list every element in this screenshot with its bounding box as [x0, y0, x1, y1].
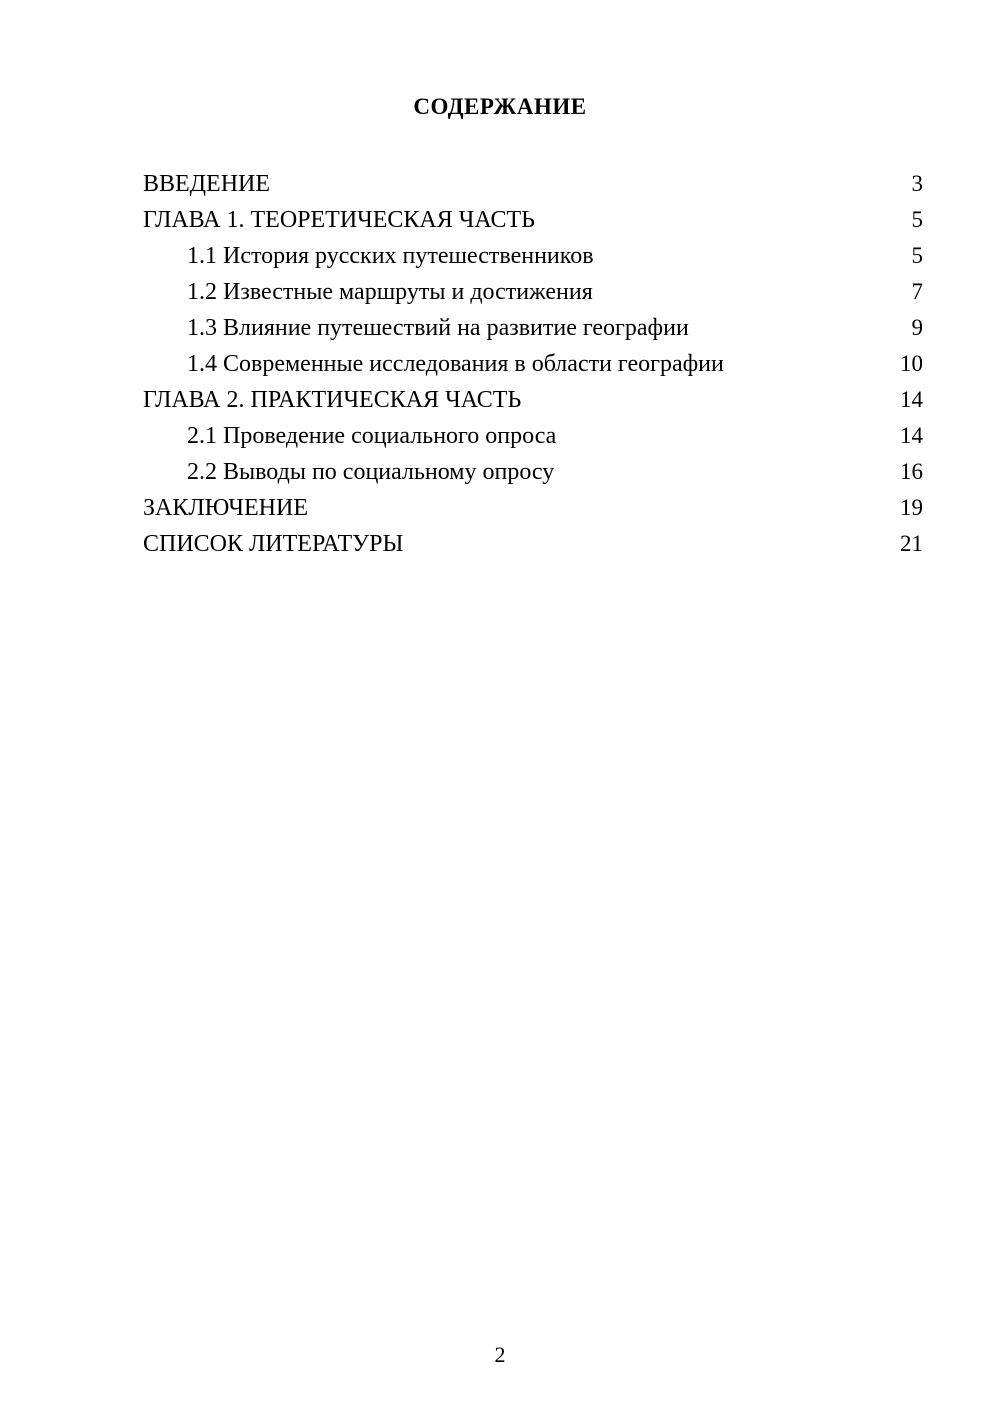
toc-entry-label: 1.2 Известные маршруты и достижения	[187, 279, 593, 305]
toc-entry[interactable]	[143, 238, 923, 274]
toc-entry[interactable]	[143, 418, 923, 454]
page-title: СОДЕРЖАНИЕ	[413, 94, 587, 119]
toc-entry[interactable]	[143, 526, 923, 562]
toc-entry-page: 5	[911, 207, 923, 232]
toc-entry-page: 9	[911, 315, 923, 340]
toc-entry-label: 2.1 Проведение социального опроса	[187, 423, 557, 449]
toc-entry-label: 2.2 Выводы по социальному опросу	[187, 459, 555, 485]
toc-entry-page: 10	[900, 351, 923, 376]
toc-entry[interactable]	[143, 346, 923, 382]
toc-entry-page: 14	[900, 423, 923, 448]
toc-entry-page: 16	[900, 459, 923, 484]
toc-entry[interactable]	[143, 382, 923, 418]
toc-entry-page: 7	[911, 279, 923, 304]
toc-entry-page: 5	[911, 243, 923, 268]
toc-entry-label: 1.1 История русских путешественников	[187, 243, 594, 269]
toc-entry[interactable]	[143, 202, 923, 238]
toc-entry[interactable]	[143, 166, 923, 202]
toc-entry-page: 19	[900, 495, 923, 520]
toc-entry-label: 1.4 Современные исследования в области географии	[187, 351, 724, 377]
toc-entry-label: 1.3 Влияние путешествий на развитие географии	[187, 315, 689, 341]
toc-entry-page: 14	[900, 387, 923, 412]
toc-entry-page: 3	[911, 171, 923, 196]
toc-entry-label: СПИСОК ЛИТЕРАТУРЫ	[143, 531, 404, 557]
toc-entry-page: 21	[900, 531, 923, 556]
table-of-contents	[143, 166, 923, 562]
toc-entry[interactable]	[143, 454, 923, 490]
toc-entry-label: ЗАКЛЮЧЕНИЕ	[143, 495, 308, 521]
toc-entry-label: ГЛАВА 1. ТЕОРЕТИЧЕСКАЯ ЧАСТЬ	[143, 207, 535, 233]
footer-page-number: 2	[494, 1342, 506, 1367]
toc-entry-label: ГЛАВА 2. ПРАКТИЧЕСКАЯ ЧАСТЬ	[143, 387, 522, 413]
toc-entry[interactable]	[143, 310, 923, 346]
toc-entry[interactable]	[143, 490, 923, 526]
toc-entry[interactable]	[143, 274, 923, 310]
toc-entry-label: ВВЕДЕНИЕ	[143, 171, 271, 197]
